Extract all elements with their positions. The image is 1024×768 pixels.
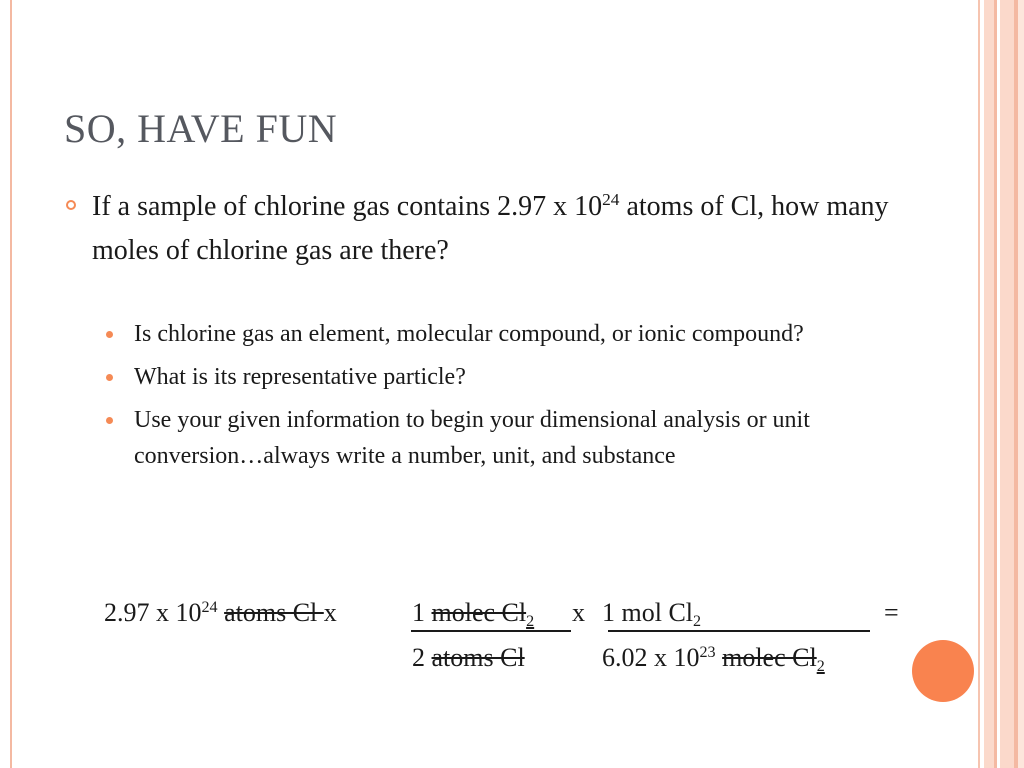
question-text-part1: If a sample of chlorine gas contains 2.97 x 10 <box>92 191 603 222</box>
slide-title: SO, HAVE FUN <box>64 106 338 151</box>
fraction-bar-1 <box>411 630 571 632</box>
given-quantity: 2.97 x $10^{24}$ atoms Cl x <box>104 598 337 627</box>
sub-bullet: Is chlorine gas an element, molecular compound, or ionic compound? <box>104 316 924 352</box>
cancelled-unit: atoms Cl <box>224 598 324 627</box>
fraction-bar-2 <box>608 630 870 632</box>
orange-circle-decoration <box>912 640 974 702</box>
factor2-denominator: 6.02 x $10^{23}$ molec $Cl_2$ <box>602 643 825 675</box>
equals-sign: = <box>884 598 899 627</box>
sub-bullet: What is its representative particle? <box>104 359 924 395</box>
question-text-part2: atoms of Cl, how many moles of chlorine gas are there? <box>92 191 889 266</box>
times-sign: x <box>572 598 585 627</box>
factor1-numerator: 1 molec $Cl_2$ <box>412 598 535 630</box>
sub-bullet: Use your given information to begin your dimensional analysis or unit conversion…always write a number, unit, and substance <box>104 402 924 474</box>
factor2-numerator: 1 mol $Cl_2$ <box>602 598 702 630</box>
factor1-denominator: 2 atoms Cl <box>412 643 525 672</box>
question-exponent: 24 <box>602 190 620 210</box>
